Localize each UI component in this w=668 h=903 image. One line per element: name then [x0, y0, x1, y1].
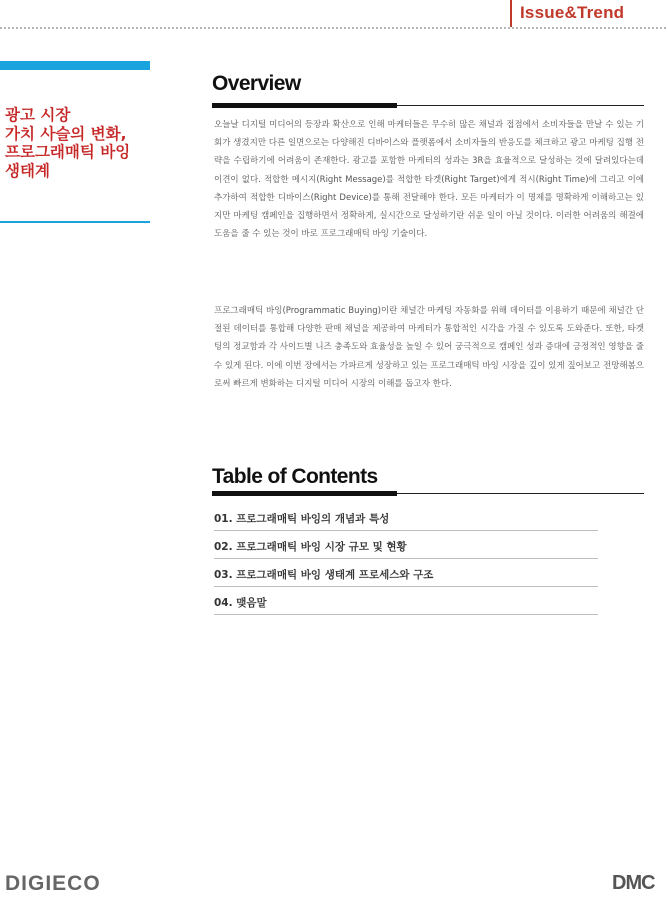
toc-item-04[interactable]: 04. 맺음말: [214, 592, 598, 615]
article-title: 광고 시장 가치 사슬의 변화, 프로그래매틱 바잉 생태계: [5, 106, 131, 180]
overview-rule-accent: [212, 103, 397, 108]
toc-item-02[interactable]: 02. 프로그래매틱 바잉 시장 규모 및 현황: [214, 536, 598, 559]
overview-heading: Overview: [212, 72, 301, 95]
toc-rule-accent: [212, 491, 397, 496]
header-separator: [510, 0, 512, 27]
toc-heading: Table of Contents: [212, 465, 378, 488]
left-accent-bar: [0, 61, 150, 70]
toc-item-03[interactable]: 03. 프로그래매틱 바잉 생태계 프로세스와 구조: [214, 564, 598, 587]
overview-paragraph-2: 프로그래매틱 바잉(Programmatic Buying)이란 채널간 마케팅 자동화를 위해 데이터를 이용하기 때문에 채널간 단절된 데이터를 통합해 다양한 판매 채널을 제공하여 마케터가 통합적인 시각을 가질 수 있도록 도와준다. 또한, 타겟팅의 정교함과 각 사이드별 니즈 충족도와 효율성을 높일 수 있어 궁극적으로 캠페인 성과 증대에 긍정적인 영향을 줄 수 있게 된다. 이에 이번 장에서는 가파르게 성장하고 있는 프로그래매틱 바잉 시장을 깊이 있게 짚어보고 전망해봄으로써 빠르게 변화하는 디지털 미디어 시장의 이해를 돕고자 한다.: [214, 306, 644, 389]
digieco-logo: DIGIECO: [5, 872, 101, 895]
section-tag: Issue&Trend: [520, 3, 625, 22]
toc-item-01[interactable]: 01. 프로그래매틱 바잉의 개념과 특성: [214, 508, 598, 531]
left-divider: [0, 221, 150, 223]
overview-paragraph-1: 오늘날 디지털 미디어의 등장과 확산으로 인해 마케터들은 무수히 많은 채널과 접점에서 소비자들을 만날 수 있는 기회가 생겼지만 다른 일면으로는 다양해진 디바이스와 플랫폼에서 소비자들의 반응도를 체크하고 광고 마케팅 집행 전략을 수립하기에 어려움이 존재한다. 광고를 포함한 마케터의 성과는 3R을 효율적으로 달성하는 것에 달려있다는데 이견이 없다. 적합한 메시지(Right Message)를 적합한 타겟(Right Target)에게 적시(Right Time)에 그리고 이에 추가하여 적합한 디바이스(Right Device)를 통해 전달해야 한다. 모든 마케터가 이 명제를 명확하게 이해하고는 있지만 마케팅 캠페인을 집행하면서 정확하게, 실시간으로 달성하기란 쉬운 일이 아닐 것이다. 이러한 어려움의 해결에 도움을 줄 수 있는 것이 바로 프로그래매틱 바잉 기술이다.: [214, 120, 644, 240]
dmc-logo: DMC: [612, 872, 655, 894]
header-dotted-rule: [0, 27, 668, 29]
